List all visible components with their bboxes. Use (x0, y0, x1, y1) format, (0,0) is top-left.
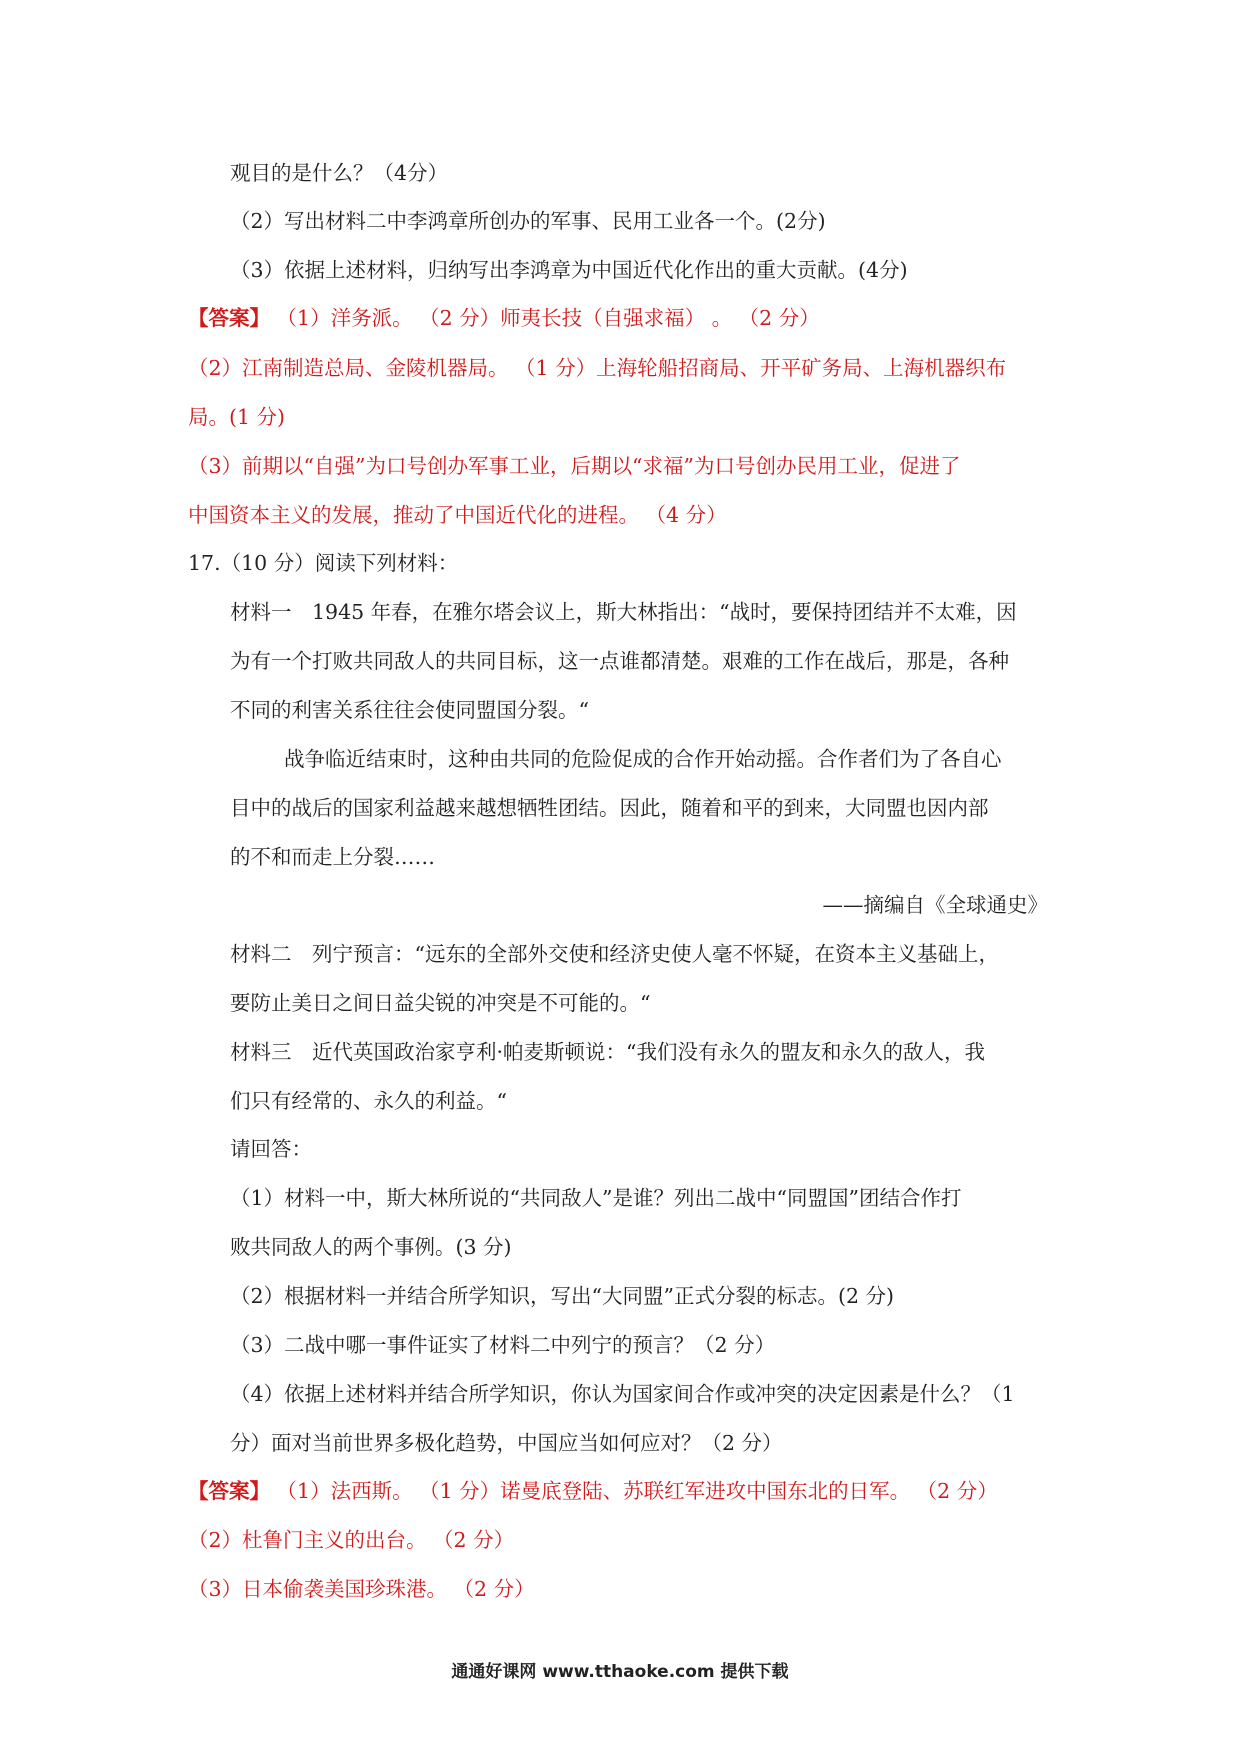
answer16-line-4: （3）前期以“自强”为口号创办军事工业，后期以“求福”为口号创办民用工业，促进了 (188, 454, 961, 478)
source-citation: ——摘编自《全球通史》 (822, 893, 1048, 917)
material-2-line-1: 材料二 列宁预言：“远东的全部外交使和经济史使人毫不怀疑，在资本主义基础上， (230, 942, 999, 966)
answer16-text: （1）洋务派。 （2 分）师夷长技（自强求福） 。 （2 分） (276, 306, 820, 330)
q17-heading: 17.（10 分）阅读下列材料： (188, 551, 459, 575)
material-1-line-3: 不同的利害关系往往会使同盟国分裂。“ (230, 698, 589, 722)
answer-tag: 【答案】 (188, 306, 270, 330)
material-3-line-1: 材料三 近代英国政治家亨利·帕麦斯顿说：“我们没有永久的盟友和永久的敌人，我 (230, 1040, 985, 1064)
q16-text-line: 观目的是什么？（4分） (230, 161, 449, 185)
q17-subquestion-3: （3）二战中哪一事件证实了材料二中列宁的预言？（2 分） (230, 1333, 776, 1357)
q16-subquestion-2: （2）写出材料二中李鸿章所创办的军事、民用工业各一个。(2分) (230, 209, 826, 233)
answer17-line-1 (188, 1476, 998, 1506)
page-footer: 通通好课网 www.tthaoke.com 提供下载 (451, 1662, 789, 1682)
material-2-line-2: 要防止美日之间日益尖锐的冲突是不可能的。“ (230, 991, 651, 1015)
answer16-line-5: 中国资本主义的发展，推动了中国近代化的进程。 （4 分） (188, 503, 727, 527)
material-3-line-2: 们只有经常的、永久的利益。“ (230, 1089, 507, 1113)
answer17-text: （1）法西斯。 （1 分）诺曼底登陆、苏联红军进攻中国东北的日军。 （2 分） (276, 1479, 998, 1503)
answer17-line-3: （3）日本偷袭美国珍珠港。 （2 分） (188, 1577, 535, 1601)
material-1-line-2: 为有一个打败共同敌人的共同目标，这一点谁都清楚。艰难的工作在战后，那是，各种 (230, 649, 1009, 673)
answer-tag: 【答案】 (188, 1479, 270, 1503)
answer16-line-3: 局。(1 分) (188, 405, 286, 429)
q17-subquestion-4-line-1: （4）依据上述材料并结合所学知识，你认为国家间合作或冲突的决定因素是什么？（1 (230, 1382, 1015, 1406)
q17-subquestion-1-line-2: 败共同敌人的两个事例。(3 分) (230, 1235, 512, 1259)
please-answer: 请回答： (230, 1137, 312, 1161)
q17-subquestion-4-line-2: 分）面对当前世界多极化趋势，中国应当如何应对？（2 分） (230, 1431, 783, 1455)
answer16-line-1 (188, 303, 820, 333)
answer17-line-2: （2）杜鲁门主义的出台。 （2 分） (188, 1528, 515, 1552)
material-1-para2-line-2: 目中的战后的国家利益越来越想牺牲团结。因此，随着和平的到来，大同盟也因内部 (230, 796, 989, 820)
material-1-para2-line-1: 战争临近结束时，这种由共同的危险促成的合作开始动摇。合作者们为了各自心 (284, 747, 1002, 771)
q16-subquestion-3: （3）依据上述材料，归纳写出李鸿章为中国近代化作出的重大贡献。(4分) (230, 258, 908, 282)
material-1-line-1: 材料一 1945 年春，在雅尔塔会议上，斯大林指出：“战时，要保持团结并不太难，因 (230, 600, 1017, 624)
answer16-line-2: （2）江南制造总局、金陵机器局。 （1 分）上海轮船招商局、开平矿务局、上海机器织布 (188, 356, 1007, 380)
q17-subquestion-2: （2）根据材料一并结合所学知识，写出“大同盟”正式分裂的标志。(2 分) (230, 1284, 895, 1308)
q17-subquestion-1-line-1: （1）材料一中，斯大林所说的“共同敌人”是谁？列出二战中“同盟国”团结合作打 (230, 1186, 962, 1210)
material-1-para2-line-3: 的不和而走上分裂…… (230, 845, 435, 869)
